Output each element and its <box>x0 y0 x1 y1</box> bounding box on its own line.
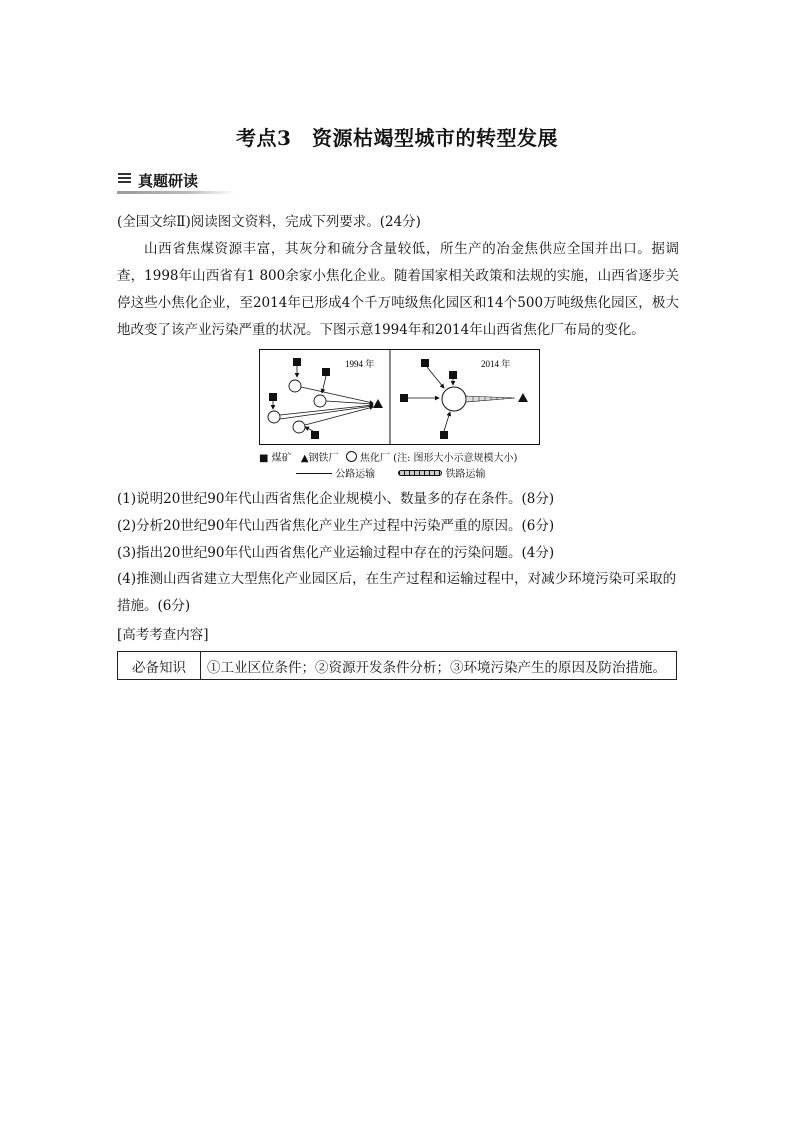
rail-line-icon <box>398 470 442 476</box>
legend-coal-mine: ■ 煤矿 <box>259 453 292 464</box>
diagram-legend-row2 <box>296 465 486 480</box>
question-1: (1)说明20世纪90年代山西省焦化企业规模小、数量多的存在条件。(8分) <box>117 491 555 507</box>
coking-plant-icon <box>293 421 305 433</box>
legend-road: 公路运输 <box>335 469 376 480</box>
table-value-cell: ①工业区位条件；②资源开发条件分析；③环境污染产生的原因及防治措施。 <box>201 652 677 680</box>
question-2: (2)分析20世纪90年代山西省焦化产业生产过程中污染严重的原因。(6分) <box>117 518 555 534</box>
coking-plant-icon <box>314 395 326 407</box>
coal-mine-icon <box>440 431 448 439</box>
question-intro: (全国文综Ⅱ)阅读图文资料，完成下列要求。(24分) <box>117 214 421 230</box>
table-row <box>118 652 677 680</box>
road-arrow-icon <box>296 473 332 474</box>
question-4: (4)推测山西省建立大型焦化产业园区后，在生产过程和运输过程中，对减少环境污染可采取的措施。(6分) <box>117 571 677 614</box>
coking-plant-icon <box>268 411 280 423</box>
year-label-2014: 2014 年 <box>481 359 511 369</box>
coal-mine-icon <box>293 358 301 366</box>
section-underline <box>117 191 235 194</box>
list-icon <box>118 173 131 187</box>
coal-mine-icon <box>421 359 429 367</box>
large-coking-plant-icon <box>442 387 466 411</box>
exam-content-table <box>117 651 677 680</box>
section-heading: 真题研读 <box>138 172 199 190</box>
page-title: 考点3 资源枯竭型城市的转型发展 <box>236 126 558 150</box>
legend-coking-plant: 焦化厂 (注: 图形大小示意规模大小) <box>359 453 518 464</box>
coal-mine-icon <box>400 394 408 402</box>
table-key-cell: 必备知识 <box>118 652 201 680</box>
coking-layout-diagram <box>259 349 540 445</box>
legend-rail: 铁路运输 <box>445 469 486 480</box>
exam-content-heading: [高考考查内容] <box>117 627 209 643</box>
passage-text: 山西省焦煤资源丰富，其灰分和硫分含量较低，所生产的冶金焦供应全国并出口。据调查，1998年山西省有1 800余家小焦化企业。随着国家相关政策和法规的实施，山西省逐步关停这些小焦化企业，至2014年已形成4个千万吨级焦化园区和14个500万吨级焦化园区，极大地改变了该产业污染严重的状况。下图示意1994年和2014年山西省焦化厂布局的变化。 <box>117 241 679 338</box>
coking-plant-icon <box>289 380 301 392</box>
coal-mine-icon <box>322 368 330 376</box>
question-3: (3)指出20世纪90年代山西省焦化产业运输过程中存在的污染问题。(4分) <box>117 545 555 561</box>
year-label-1994: 1994 年 <box>345 359 375 369</box>
coal-mine-icon <box>311 431 319 439</box>
diagram-legend-row1 <box>259 449 517 464</box>
legend-steel-plant: ▲钢铁厂 <box>300 453 339 464</box>
coal-mine-icon <box>269 393 277 401</box>
circle-icon <box>346 451 357 462</box>
coal-mine-icon <box>449 371 457 379</box>
